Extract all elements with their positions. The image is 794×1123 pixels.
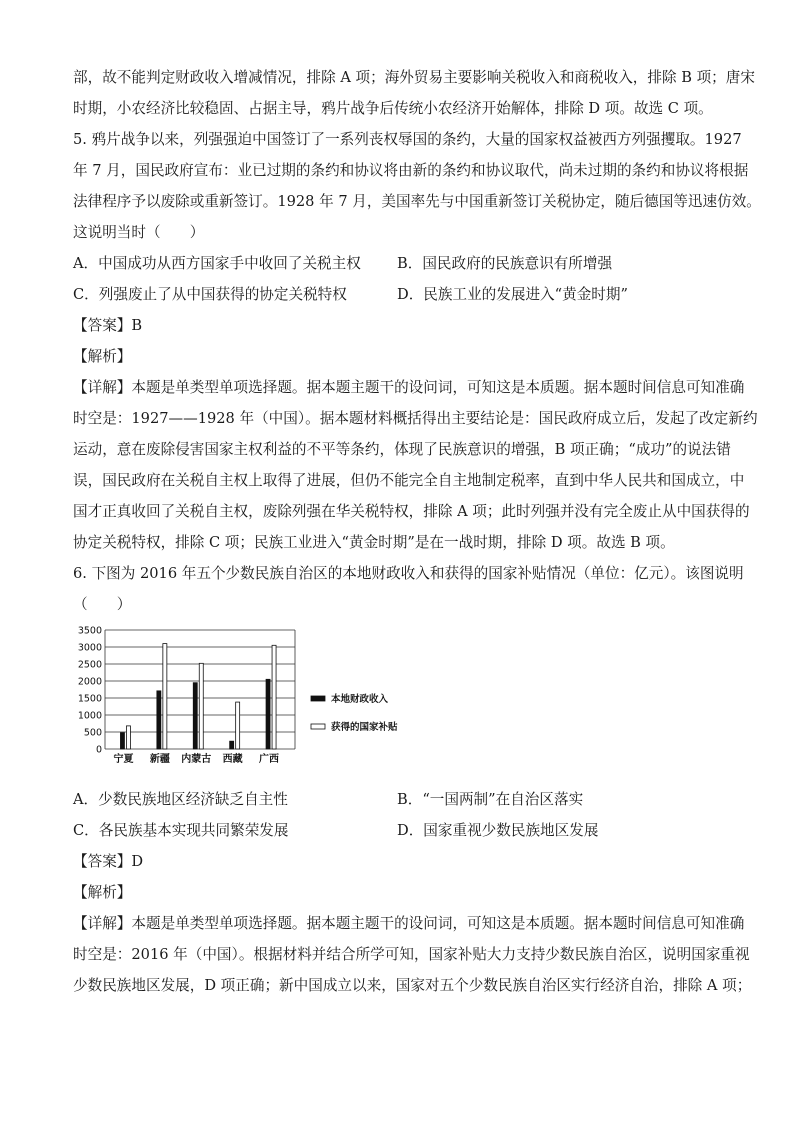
y-tick-label: 2000 (77, 676, 102, 688)
q5-analysis-label: 【解析】 (73, 348, 132, 365)
bar-subsidy (126, 726, 130, 749)
y-tick-label: 3000 (77, 642, 102, 654)
q5-option-b: B．国民政府的民族意识有所增强 (397, 255, 613, 272)
bar-subsidy (236, 702, 240, 749)
q6-answer: 【答案】D (73, 853, 144, 870)
q5-options-row-1 (73, 248, 723, 279)
bar-subsidy (199, 663, 203, 749)
bar-subsidy (163, 644, 167, 749)
legend-label: 获得的国家补贴 (331, 722, 398, 733)
y-tick-label: 1000 (77, 710, 102, 722)
q5-detail-line-6: 协定关税特权，排除 C 项；民族工业进入“黄金时期”是在一战时期，排除 D 项。故选 B 项。 (73, 534, 675, 551)
bar-revenue (120, 733, 124, 749)
q5-detail-line-2: 时空是：1927——1928 年（中国）。据本题材料概括得出主要结论是：国民政府成立后，发起了改定新约 (73, 410, 758, 427)
bar-chart-svg (73, 622, 473, 780)
legend-label: 本地财政收入 (331, 694, 389, 705)
q6-option-b: B．“一国两制”在自治区落实 (397, 791, 584, 808)
x-tick-label: 广西 (259, 754, 280, 765)
legend-swatch (311, 724, 325, 729)
q5-stem-line-3: 法律程序予以废除或重新签订。1928 年 7 月，美国率先与中国重新签订关税协定，随后德国等迅速仿效。 (73, 193, 761, 210)
q6-detail-line-1: 【详解】本题是单类型单项选择题。据本题主题干的设问词，可知这是本质题。据本题时间信息可知准确 (73, 915, 745, 932)
q6-stem-line-2: （ ） (73, 596, 132, 613)
y-tick-label: 2500 (77, 659, 102, 671)
legend-swatch (311, 696, 325, 701)
q6-options-row-2 (73, 815, 723, 846)
q6-analysis-label: 【解析】 (73, 884, 132, 901)
intro-line-2: 时期，小农经济比较稳固、占据主导，鸦片战争后传统小农经济开始解体，排除 D 项。故选 C 项。 (73, 100, 713, 117)
bar-subsidy (272, 645, 276, 749)
q5-detail-line-4: 误，国民政府在关税自主权上取得了进展，但仍不能完全自主地制定税率，直到中华人民共和国成立，中 (73, 472, 745, 489)
q6-option-c: C．各民族基本实现共同繁荣发展 (73, 822, 289, 839)
y-tick-label: 1500 (77, 693, 102, 705)
x-tick-label: 新疆 (149, 754, 170, 765)
question-6 (73, 558, 752, 1001)
q5-detail-line-3: 运动，意在废除侵害国家主权利益的不平等条约，体现了民族意识的增强，B 项正确；“成功”的说法错 (73, 441, 731, 458)
q6-stem-line-1: 6. 下图为 2016 年五个少数民族自治区的本地财政收入和获得的国家补贴情况（单位：亿元）。该图说明 (73, 565, 744, 582)
q5-stem-line-1: 5. 鸦片战争以来，列强强迫中国签订了一系列丧权辱国的条约，大量的国家权益被西方列强攫取。1927 (73, 131, 742, 148)
q5-option-d: D．民族工业的发展进入“黄金时期” (397, 286, 628, 303)
bar-revenue (193, 683, 197, 749)
q5-answer: 【答案】B (73, 317, 143, 334)
q6-option-d: D．国家重视少数民族地区发展 (397, 822, 599, 839)
q6-options-row-1 (73, 784, 723, 815)
bar-revenue (266, 679, 270, 749)
q5-stem-line-2: 年 7 月，国民政府宣布：业已过期的条约和协议将由新的条约和协议取代，尚未过期的条约和协议将根据 (73, 162, 749, 179)
x-tick-label: 内蒙古 (181, 754, 212, 765)
q5-option-a: A．中国成功从西方国家手中收回了关税主权 (73, 255, 361, 272)
bar-chart (73, 622, 723, 780)
q6-detail-line-3: 少数民族地区发展，D 项正确；新中国成立以来，国家对五个少数民族自治区实行经济自治，排除 A 项； (73, 977, 752, 994)
q5-stem-line-4: 这说明当时（ ） (73, 224, 205, 241)
q5-detail-line-5: 国才正真收回了关税自主权，废除列强在华关税特权，排除 A 项；此时列强并没有完全废止从中国获得的 (73, 503, 750, 520)
y-tick-label: 500 (83, 727, 102, 739)
bar-revenue (157, 691, 161, 749)
bar-revenue (230, 741, 234, 749)
q5-options-row-2 (73, 279, 723, 310)
y-tick-label: 3500 (77, 625, 102, 637)
document-page (73, 62, 761, 1001)
x-tick-label: 西藏 (222, 754, 243, 765)
intro-line-1: 部，故不能判定财政收入增减情况，排除 A 项；海外贸易主要影响关税收入和商税收入，排除 B 项；唐宋 (73, 69, 755, 86)
question-5 (73, 124, 761, 558)
q5-detail-line-1: 【详解】本题是单类型单项选择题。据本题主题干的设问词，可知这是本质题。据本题时间信息可知准确 (73, 379, 745, 396)
q6-detail-line-2: 时空是：2016 年（中国）。根据材料并结合所学可知，国家补贴大力支持少数民族自治区，说明国家重视 (73, 946, 750, 963)
x-tick-label: 宁夏 (113, 754, 134, 765)
q5-option-c: C．列强废止了从中国获得的协定关税特权 (73, 286, 347, 303)
y-tick-label: 0 (95, 744, 102, 756)
q6-option-a: A．少数民族地区经济缺乏自主性 (73, 791, 288, 808)
